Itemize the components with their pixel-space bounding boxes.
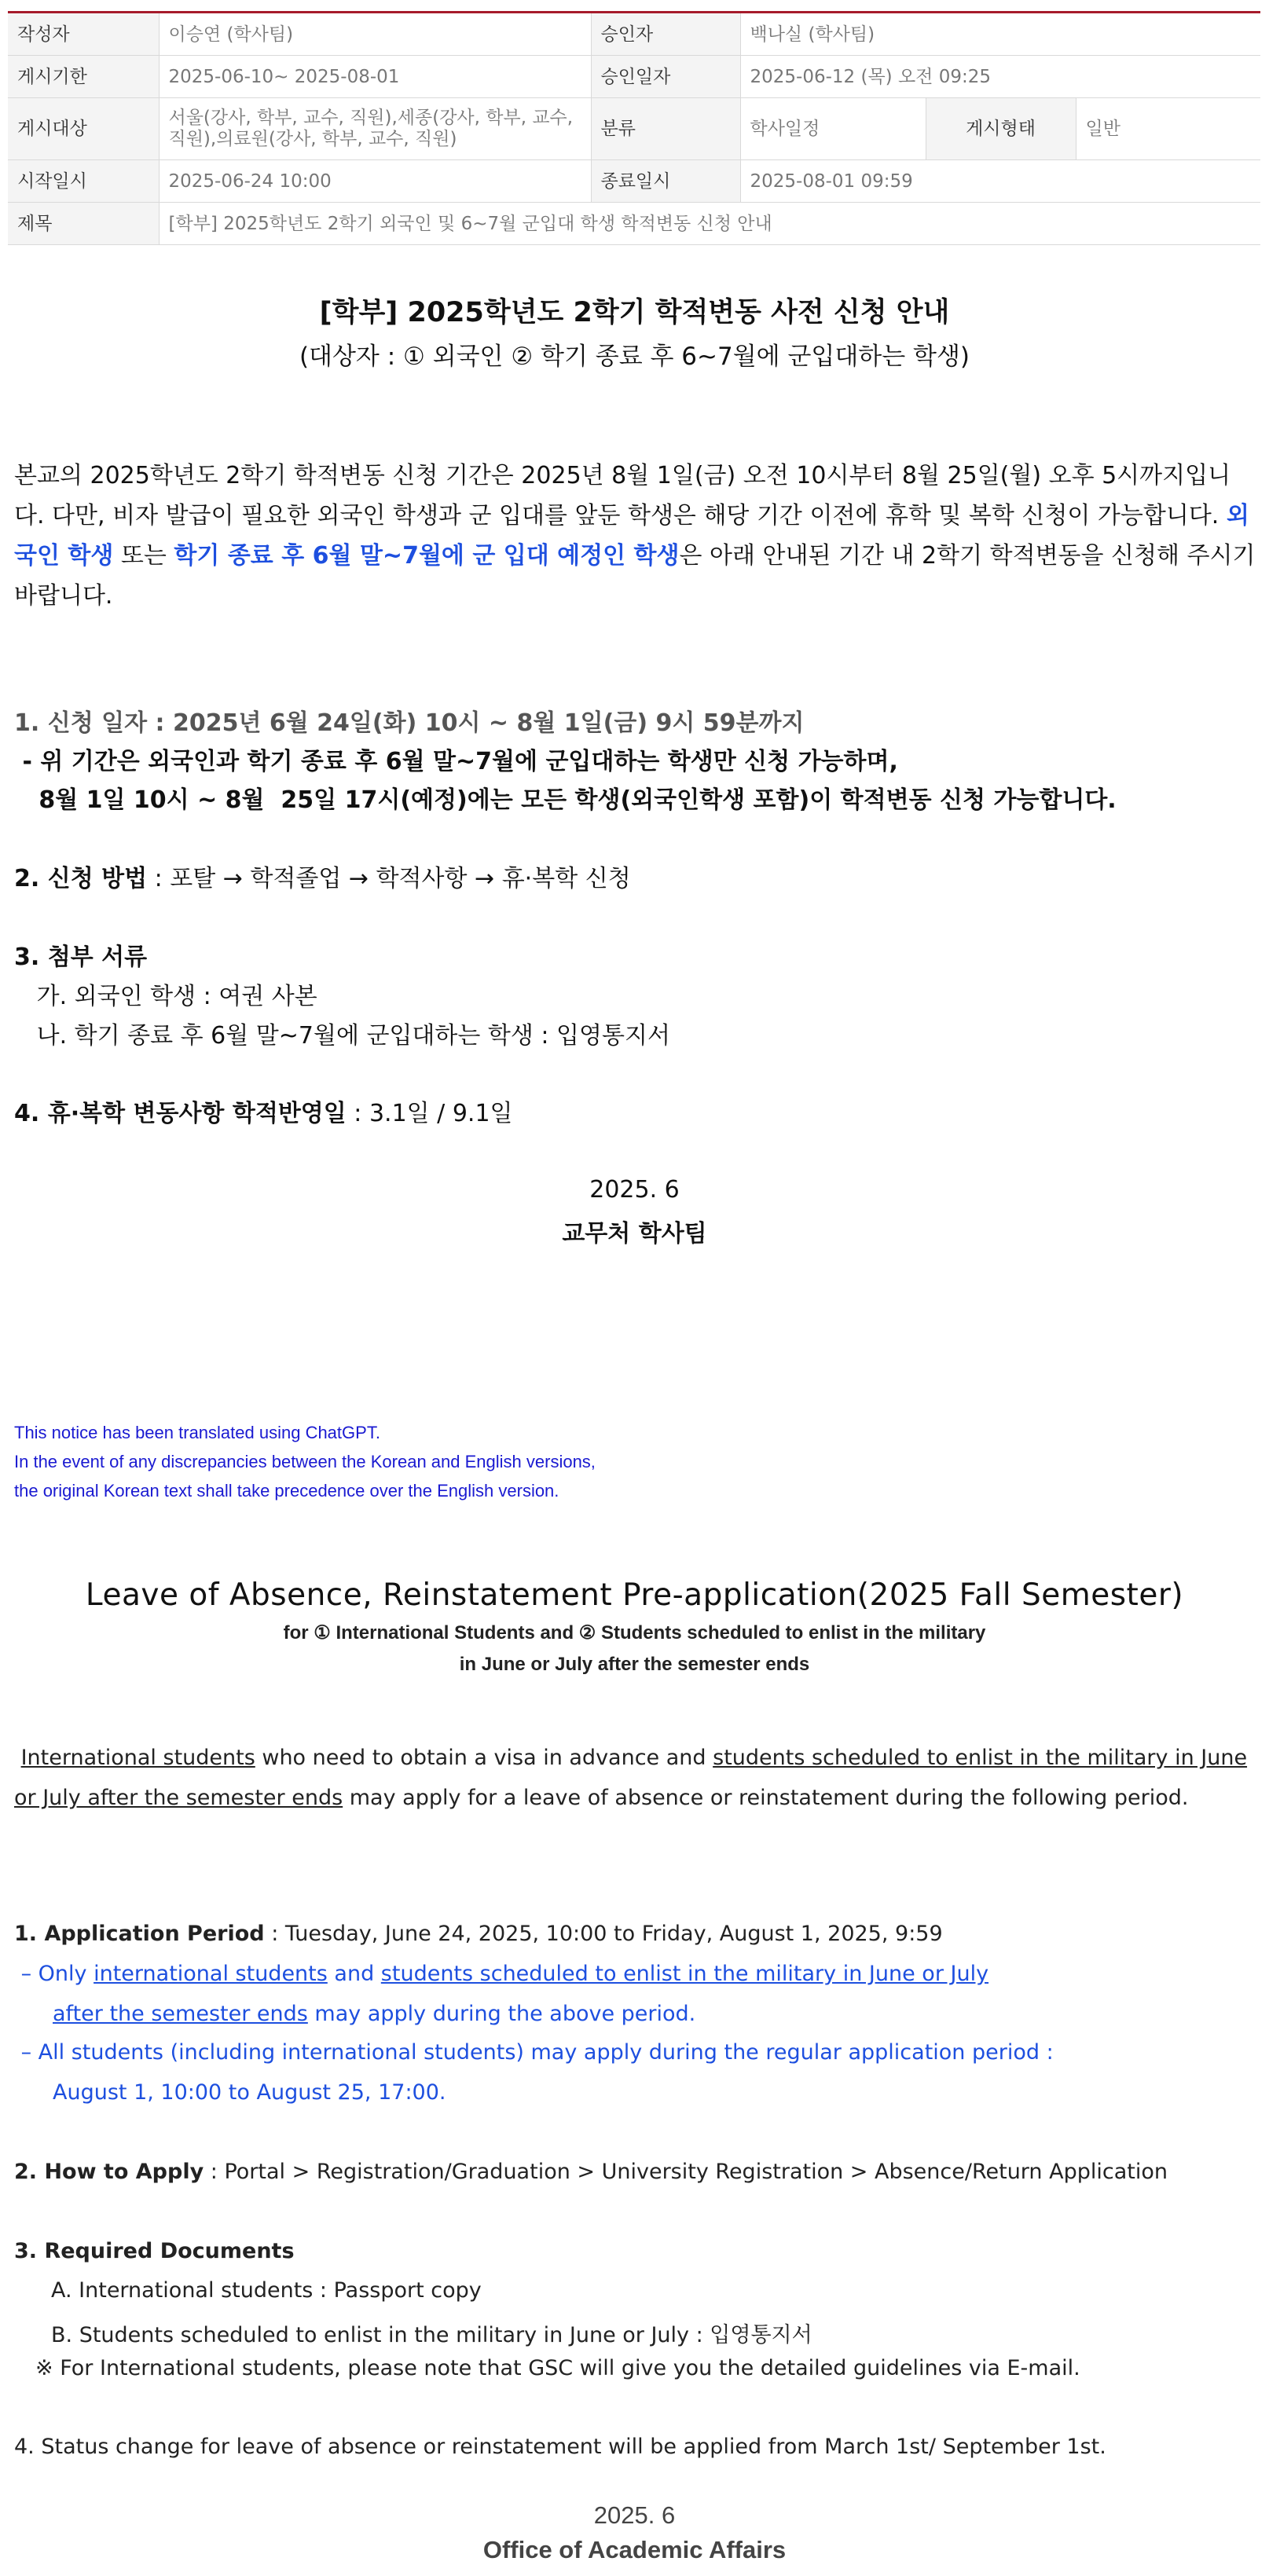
period-label: 게시기한	[8, 56, 159, 98]
english-item-3-note: ※ For International students, please note that GSC will give you the detailed guidelines via E-mail.	[35, 2356, 1080, 2380]
korean-intro-text: 은 아래 안내된 기간 내 2학기 학적변동을 신청해 주시기 바랍니다.	[14, 542, 1256, 610]
english-intro-underline: students scheduled to enlist in the military in June or July after the semester ends	[14, 1746, 1248, 1810]
korean-item-1-note: 8월 1일 10시 ~ 8월 25일 17시(예정)에는 모든 학생(외국인학생 포함)이 학적변동 신청 가능합니다.	[14, 786, 1117, 814]
korean-item-4-value: : 3.1일 / 9.1일	[346, 1100, 513, 1127]
end-label: 종료일시	[591, 160, 740, 203]
korean-org: 교무처 학사팀	[562, 1220, 707, 1248]
english-item-3-b: B. Students scheduled to enlist in the military in June or July : 입영통지서	[51, 2323, 812, 2347]
translation-note-line: the original Korean text shall take precedence over the English version.	[14, 1481, 559, 1501]
korean-item-2	[14, 859, 631, 893]
korean-item-2-label: 2. 신청 방법	[14, 865, 148, 892]
english-item-1-value: : Tuesday, June 24, 2025, 10:00 to Friday, August 1, 2025, 9:59	[264, 1922, 943, 1946]
approve-date-label: 승인일자	[591, 56, 740, 98]
english-item-1-bullet	[14, 1962, 988, 1986]
category-label: 분류	[591, 98, 740, 160]
english-intro-text: who need to obtain a visa in advance and	[255, 1746, 713, 1770]
korean-item-1: 1. 신청 일자 : 2025년 6월 24일(화) 10시 ~ 8월 1일(금) 9시 59분까지	[14, 709, 805, 737]
english-bullet-underline: after the semester ends	[53, 2002, 308, 2026]
korean-title: [학부] 2025학년도 2학기 학적변동 사전 신청 안내	[319, 297, 950, 328]
author-value: 이승연 (학사팀)	[159, 13, 591, 56]
title-value: [학부] 2025학년도 2학기 외국인 및 6~7월 군입대 학생 학적변동 신청 안내	[159, 203, 1260, 245]
english-subtitle: in June or July after the semester ends	[459, 1654, 810, 1675]
english-item-1-label: 1. Application Period	[14, 1922, 265, 1946]
korean-intro-highlight: 학기 종료 후 6월 말~7월에 군 입대 예정인 학생	[174, 542, 680, 570]
english-item-1-bullet-cont: August 1, 10:00 to August 25, 17:00.	[53, 2080, 446, 2105]
english-bullet-text: – Only	[14, 1962, 94, 1986]
english-item-1-bullet-cont	[53, 2002, 695, 2026]
korean-subtitle: (대상자 : ① 외국인 ② 학기 종료 후 6~7월에 군입대하는 학생)	[299, 343, 970, 371]
translation-note-line: This notice has been translated using ChatGPT.	[14, 1423, 380, 1442]
notice-meta-table	[8, 11, 1260, 245]
translation-note-line: In the event of any discrepancies between the Korean and English versions,	[14, 1452, 596, 1471]
english-bullet-text: and	[327, 1962, 381, 1986]
korean-item-2-value: : 포탈 → 학적졸업 → 학적사항 → 휴·복학 신청	[147, 865, 631, 892]
english-item-1	[14, 1922, 943, 1946]
end-value: 2025-08-01 09:59	[740, 160, 1260, 203]
author-label: 작성자	[8, 13, 159, 56]
period-value: 2025-06-10~ 2025-08-01	[159, 56, 591, 98]
english-item-2	[14, 2160, 1168, 2184]
korean-intro	[14, 456, 1260, 616]
korean-item-4	[14, 1094, 513, 1128]
approver-value: 백나실 (학사팀)	[740, 13, 1260, 56]
korean-date: 2025. 6	[589, 1176, 680, 1204]
start-label: 시작일시	[8, 160, 159, 203]
english-item-1-bullet: – All students (including international students) may apply during the regular application period :	[14, 2040, 1054, 2065]
korean-item-3-b: 나. 학기 종료 후 6월 말~7월에 군입대하는 학생 : 입영통지서	[14, 1022, 670, 1050]
english-item-3-label: 3. Required Documents	[14, 2239, 295, 2263]
english-subtitle: for ① International Students and ② Students scheduled to enlist in the military	[283, 1622, 986, 1643]
title-label: 제목	[8, 203, 159, 245]
english-title: Leave of Absence, Reinstatement Pre-application(2025 Fall Semester)	[85, 1577, 1184, 1613]
translation-note	[14, 1418, 596, 1505]
english-intro-text: may apply for a leave of absence or reinstatement during the following period.	[343, 1786, 1189, 1810]
target-value: 서울(강사, 학부, 교수, 직원),세종(강사, 학부, 교수, 직원),의료원(강사, 학부, 교수, 직원)	[159, 98, 591, 160]
korean-item-4-label: 4. 휴·복학 변동사항 학적반영일	[14, 1100, 347, 1127]
korean-intro-text: 또는	[113, 542, 174, 570]
english-item-2-value: : Portal > Registration/Graduation > University Registration > Absence/Return Application	[204, 2160, 1168, 2184]
english-date: 2025. 6	[593, 2501, 676, 2529]
start-value: 2025-06-24 10:00	[159, 160, 591, 203]
english-bullet-text: may apply during the above period.	[307, 2002, 696, 2026]
korean-intro-highlight: 외국인 학생	[14, 502, 1249, 570]
korean-item-3-a: 가. 외국인 학생 : 여권 사본	[14, 983, 317, 1010]
category-value: 학사일정	[740, 98, 926, 160]
approver-label: 승인자	[591, 13, 740, 56]
korean-item-3-label: 3. 첨부 서류	[14, 944, 148, 971]
english-bullet-underline: international students	[94, 1962, 328, 1986]
english-intro	[14, 1738, 1252, 1818]
english-item-4: 4. Status change for leave of absence or reinstatement will be applied from March 1st/ September 1st.	[14, 2435, 1106, 2459]
target-label: 게시대상	[8, 98, 159, 160]
approve-date-value: 2025-06-12 (목) 오전 09:25	[740, 56, 1260, 98]
english-org: Office of Academic Affairs	[482, 2536, 787, 2563]
post-type-value: 일반	[1076, 98, 1260, 160]
english-item-3-a: A. International students : Passport copy	[51, 2278, 482, 2303]
korean-item-1-note: - 위 기간은 외국인과 학기 종료 후 6월 말~7월에 군입대하는 학생만 신청 가능하며,	[14, 748, 898, 775]
english-item-2-label: 2. How to Apply	[14, 2160, 204, 2184]
english-intro-underline: International students	[20, 1746, 255, 1770]
korean-intro-text: 본교의 2025학년도 2학기 학적변동 신청 기간은 2025년 8월 1일(금) 오전 10시부터 8월 25일(월) 오후 5시까지입니다. 다만, 비자 발급이 필요한 외국인 학생과 군 입대를 앞둔 학생은 해당 기간 이전에 휴학 및 복학 신청이 가능합니다.	[14, 462, 1231, 529]
english-bullet-underline: students scheduled to enlist in the military in June or July	[380, 1962, 989, 1986]
post-type-label: 게시형태	[926, 98, 1076, 160]
